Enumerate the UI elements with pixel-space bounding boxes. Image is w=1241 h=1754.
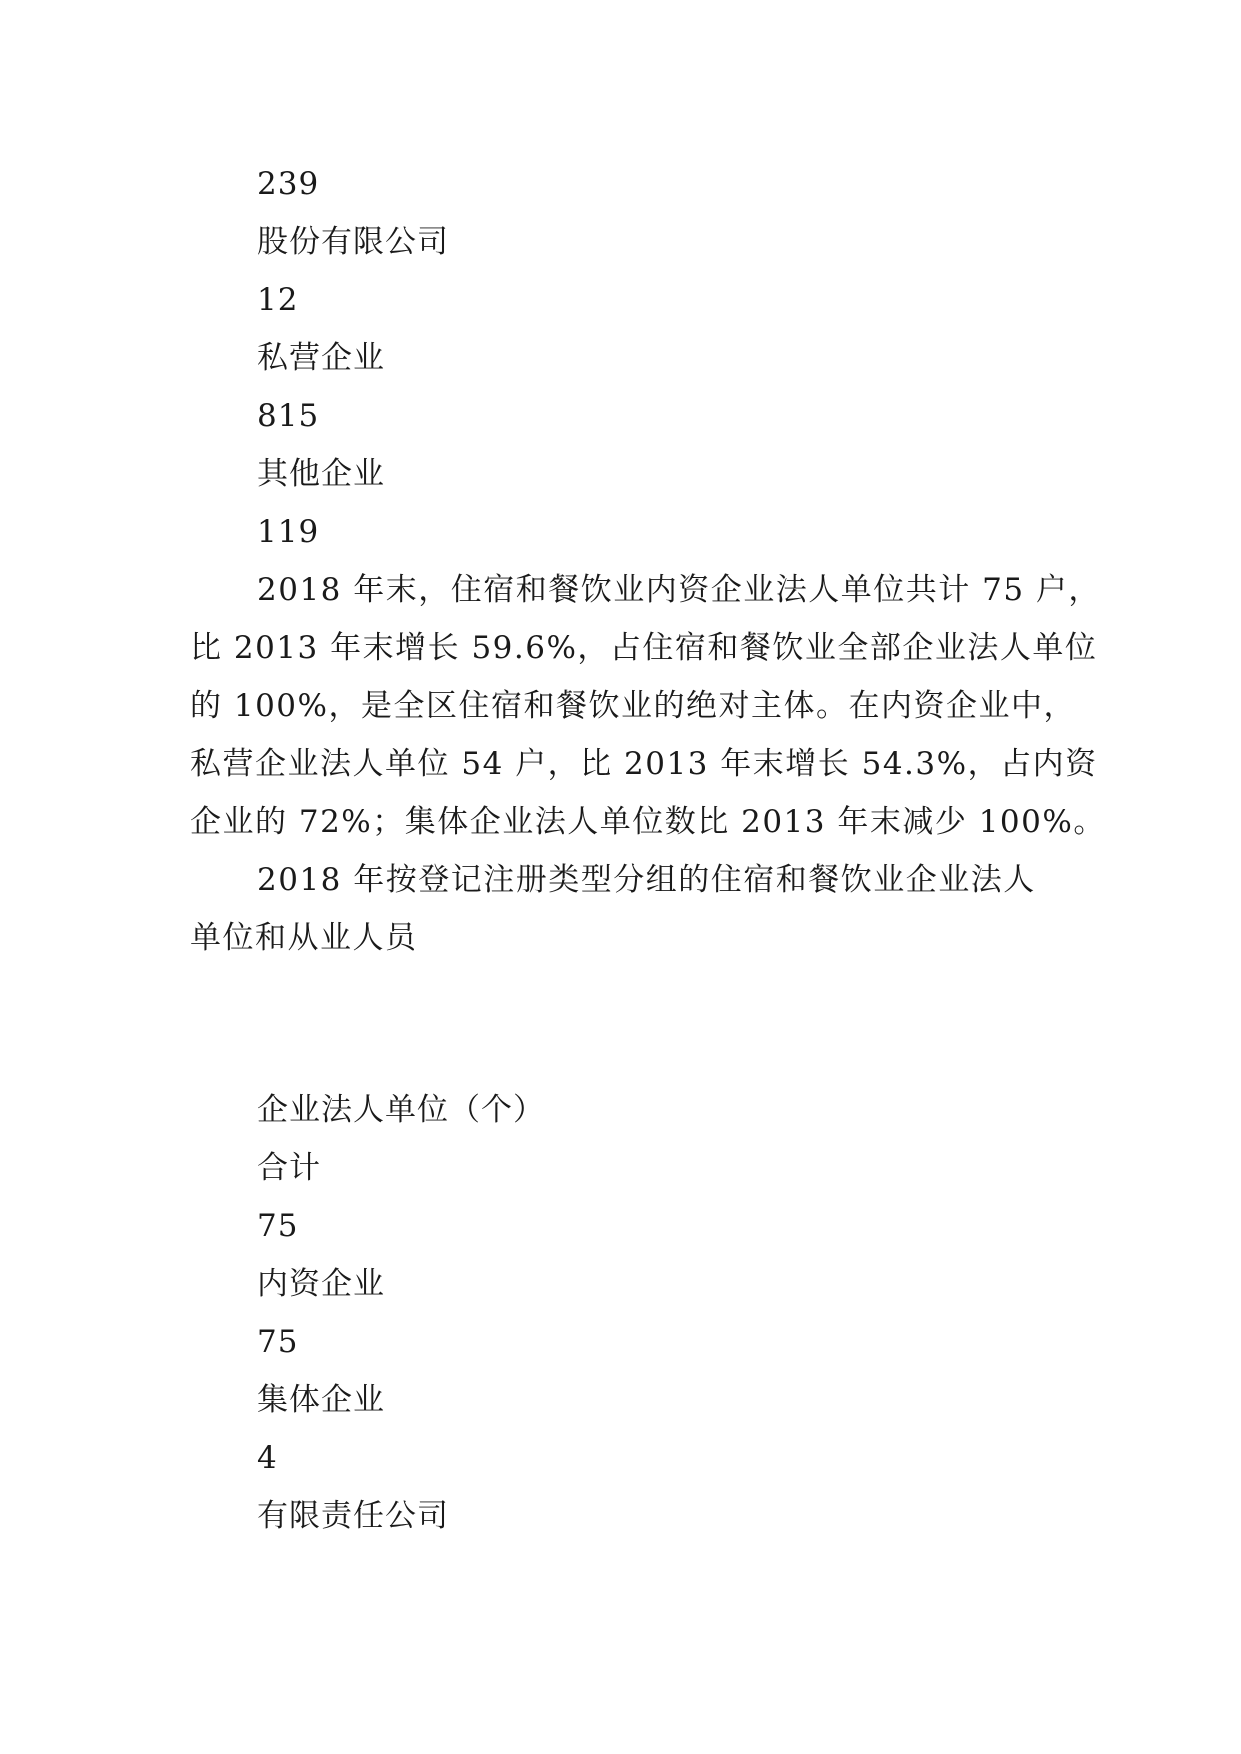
list-item: 私营企业 [257, 340, 385, 376]
list-item: 815 [257, 398, 320, 434]
list-item: 企业法人单位（个） [257, 1092, 545, 1128]
list-item: 内资企业 [257, 1266, 385, 1302]
paragraph-line: 比 2013 年末增长 59.6%，占住宿和餐饮业全部企业法人单位 [190, 630, 1098, 666]
list-item: 4 [257, 1440, 278, 1476]
table-caption-line: 2018 年按登记注册类型分组的住宿和餐饮业企业法人 [257, 862, 1036, 898]
paragraph-line: 2018 年末，住宿和餐饮业内资企业法人单位共计 75 户， [257, 572, 1101, 608]
list-item: 有限责任公司 [257, 1498, 449, 1534]
paragraph-line: 的 100%，是全区住宿和餐饮业的绝对主体。在内资企业中， [190, 688, 1076, 724]
paragraph-line: 私营企业法人单位 54 户，比 2013 年末增长 54.3%，占内资 [190, 746, 1098, 782]
list-item: 119 [257, 514, 320, 550]
list-item: 12 [257, 282, 299, 318]
list-item: 75 [257, 1324, 299, 1360]
list-item: 集体企业 [257, 1382, 385, 1418]
list-item: 合计 [257, 1150, 321, 1186]
list-item: 股份有限公司 [257, 224, 449, 260]
table-caption-line: 单位和从业人员 [190, 920, 418, 956]
list-item: 239 [257, 166, 320, 202]
paragraph-line: 企业的 72%；集体企业法人单位数比 2013 年末减少 100%。 [190, 804, 1106, 840]
list-item: 其他企业 [257, 456, 385, 492]
list-item: 75 [257, 1208, 299, 1244]
